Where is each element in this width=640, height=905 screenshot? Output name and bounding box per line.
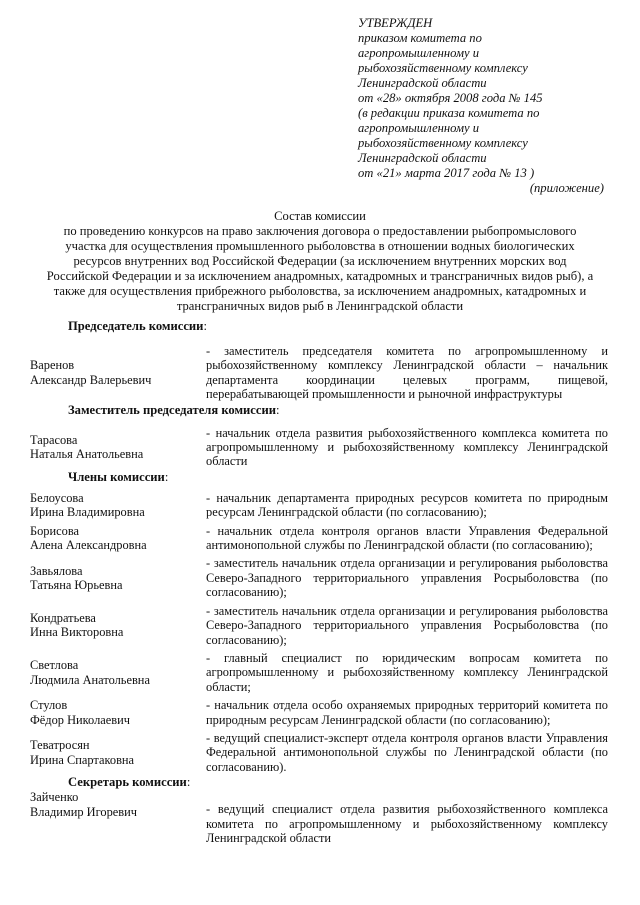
member-surname: Теватросян [30, 738, 90, 753]
member-role: - заместитель начальник отдела организации и регулирования рыболовства Северо-Западного территориального управления Росрыболовства (по согласованию); [206, 603, 608, 647]
title-line: также для осуществления прибрежного рыболовства, за исключением анадромных, катадромных и [53, 284, 587, 298]
member-name [30, 358, 206, 387]
member-role: - главный специалист по юридическим вопросам комитета по агропромышленному и рыбохозяйственному комплексу Ленинградской области; [206, 650, 608, 694]
member-name [30, 433, 206, 462]
approval-line: (в редакции приказа комитета по [358, 106, 540, 120]
member-surname: Зайченко [30, 790, 79, 805]
member-given-names: Владимир Игоревич [30, 804, 137, 819]
title-heading: Состав комиссии [274, 209, 366, 223]
member-surname: Белоусова [30, 490, 84, 505]
member-given-names: Александр Валерьевич [30, 372, 152, 387]
section-heading-text: Секретарь комиссии [68, 775, 187, 790]
member-row [30, 556, 608, 599]
member-surname: Завьялова [30, 563, 83, 578]
approval-line: от «28» октября 2008 года № 145 [358, 91, 543, 105]
section-heading-members: Члены комиссии: [68, 469, 169, 484]
section-heading-chairman: Председатель комиссии: [68, 319, 207, 333]
member-name [30, 698, 206, 727]
member-given-names: Людмила Анатольевна [30, 672, 150, 687]
member-role: - ведущий специалист отдела развития рыбохозяйственного комплекса комитета по агропромышленному и рыбохозяйственному комплексу Ленинградской области [206, 802, 608, 845]
member-name [30, 564, 206, 593]
member-name [30, 524, 206, 553]
approval-line: приказом комитета по [358, 31, 482, 45]
member-name [30, 738, 206, 767]
member-given-names: Фёдор Николаевич [30, 712, 130, 727]
member-given-names: Татьяна Юрьевна [30, 578, 123, 593]
member-row [30, 698, 608, 727]
member-role: - ведущий специалист-эксперт отдела контроля органов власти Управления Федеральной антимонопольной службы по Ленинградской области (по согласованию). [206, 730, 608, 774]
approval-line: Ленинградской области [358, 76, 487, 90]
section-heading-text: Председатель комиссии [68, 319, 204, 333]
document-title [28, 209, 612, 314]
member-surname: Светлова [30, 658, 79, 673]
section-heading-deputy: Заместитель председателя комиссии: [68, 402, 280, 417]
title-line: участка для осуществления промышленного рыболовства в отношении водных биологических [65, 239, 575, 253]
member-role: - начальник отдела развития рыбохозяйственного комплекса комитета по агропромышленному и рыбохозяйственному комплексу Ленинградской области [206, 425, 608, 469]
member-row [30, 344, 608, 402]
member-given-names: Инна Викторовна [30, 625, 124, 640]
member-name [30, 658, 206, 687]
member-row [30, 524, 608, 553]
member-given-names: Наталья Анатольевна [30, 447, 144, 462]
member-name [30, 611, 206, 640]
title-line: ресурсов внутренних вод Российской Федерации (за исключением внутренних морских вод [73, 254, 567, 268]
member-role: - начальник отдела особо охраняемых природных территорий комитета по природным ресурсам Ленинградской области (по согласованию); [206, 698, 608, 727]
member-surname: Борисова [30, 523, 80, 538]
appendix-label: (приложение) [529, 181, 604, 195]
approval-line: УТВЕРЖДЕН [358, 16, 433, 30]
member-given-names: Алена Александровна [30, 538, 147, 553]
member-row [30, 604, 608, 647]
approval-line: агропромышленному и [358, 121, 480, 135]
member-row [30, 426, 608, 469]
member-surname: Тарасова [30, 432, 78, 447]
title-line: по проведению конкурсов на право заключения договора о предоставлении рыбопромыслового [63, 224, 577, 238]
approval-line: агропромышленному и [358, 46, 480, 60]
approval-stamp [358, 16, 620, 196]
title-line: трансграничных видов рыб в Ленинградской области [176, 299, 464, 313]
title-line: Российской Федерации и за исключением анадромных, катадромных и трансграничных видов рыб), а [46, 269, 594, 283]
section-heading-text: Заместитель председателя комиссии [68, 402, 276, 417]
commission-list [30, 318, 608, 845]
member-surname: Варенов [30, 358, 75, 373]
member-row [30, 790, 608, 845]
approval-line: Ленинградской области [358, 151, 487, 165]
member-name [30, 790, 206, 819]
member-name [30, 491, 206, 520]
member-role: - начальник департамента природных ресурсов комитета по природным ресурсам Ленинградской области (по согласованию); [206, 490, 608, 520]
member-surname: Стулов [30, 698, 68, 713]
section-heading-text: Члены комиссии [68, 469, 165, 484]
member-role: - заместитель председателя комитета по агропромышленному и рыбохозяйственному комплексу Ленинградской области – начальник департамента координации целевых программ, пищевой, перерабатывающей промышленности и рыночной инфраструктуры [206, 344, 608, 402]
member-surname: Кондратьева [30, 610, 96, 625]
section-heading-secretary: Секретарь комиссии: [68, 775, 191, 790]
member-role: - заместитель начальник отдела организации и регулирования рыболовства Северо-Западного территориального управления Росрыболовства (по согласованию); [206, 556, 608, 600]
approval-line: рыбохозяйственному комплексу [358, 61, 528, 75]
member-given-names: Ирина Спартаковна [30, 752, 135, 767]
member-row [30, 491, 608, 520]
member-row [30, 651, 608, 694]
member-given-names: Ирина Владимировна [30, 505, 145, 520]
member-row [30, 731, 608, 774]
member-role: - начальник отдела контроля органов власти Управления Федеральной антимонопольной службы по Ленинградской области (по согласованию); [206, 523, 608, 553]
approval-line: от «21» марта 2017 года № 13 ) [358, 166, 535, 180]
approval-line: рыбохозяйственному комплексу [358, 136, 528, 150]
